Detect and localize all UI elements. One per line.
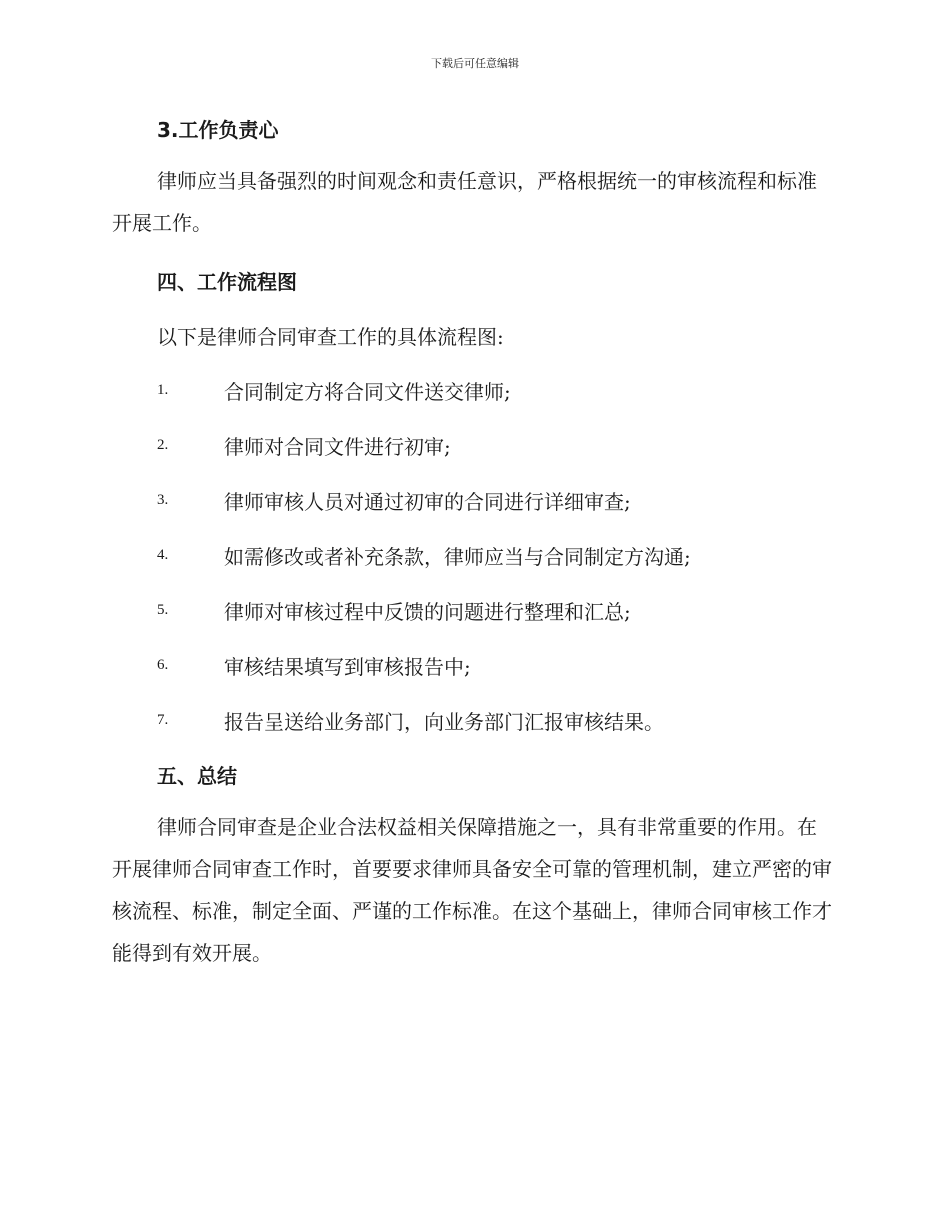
section-4-heading: 四、工作流程图: [157, 270, 297, 294]
step-number: 3.: [157, 492, 169, 508]
workflow-step: [157, 706, 837, 736]
step-text: 合同制定方将合同文件送交律师;: [224, 380, 511, 404]
section-3-paragraph: 律师应当具备强烈的时间观念和责任意识，严格根据统一的审核流程和标准开展工作。: [112, 169, 817, 235]
step-text: 律师审核人员对通过初审的合同进行详细审查;: [224, 490, 631, 514]
step-number: 5.: [157, 602, 169, 618]
section-5-heading: 五、总结: [157, 764, 237, 788]
section-4-intro: 以下是律师合同审查工作的具体流程图:: [157, 325, 504, 349]
step-number: 4.: [157, 547, 169, 563]
workflow-step: [157, 431, 837, 461]
step-text: 如需修改或者补充条款，律师应当与合同制定方沟通;: [224, 545, 691, 569]
page-header-note: 下载后可任意编辑: [431, 57, 519, 70]
step-number: 2.: [157, 437, 169, 453]
workflow-step: [157, 486, 837, 516]
step-text: 律师对审核过程中反馈的问题进行整理和汇总;: [224, 600, 631, 624]
step-text: 律师对合同文件进行初审;: [224, 435, 451, 459]
step-text: 报告呈送给业务部门，向业务部门汇报审核结果。: [224, 710, 664, 734]
workflow-step: [157, 596, 837, 626]
section-3-heading: 3.工作负责心: [157, 118, 279, 142]
step-number: 6.: [157, 657, 169, 673]
workflow-step: [157, 651, 837, 681]
workflow-step: [157, 376, 837, 406]
step-number: 1.: [157, 382, 169, 398]
section-5-paragraph: 律师合同审查是企业合法权益相关保障措施之一，具有非常重要的作用。在开展律师合同审查工作时，首要要求律师具备安全可靠的管理机制，建立严密的审核流程、标准，制定全面、严谨的工作标准。在这个基础上，律师合同审核工作才能得到有效开展。: [112, 815, 832, 965]
step-number: 7.: [157, 712, 169, 728]
workflow-step: [157, 541, 837, 571]
step-text: 审核结果填写到审核报告中;: [224, 655, 471, 679]
